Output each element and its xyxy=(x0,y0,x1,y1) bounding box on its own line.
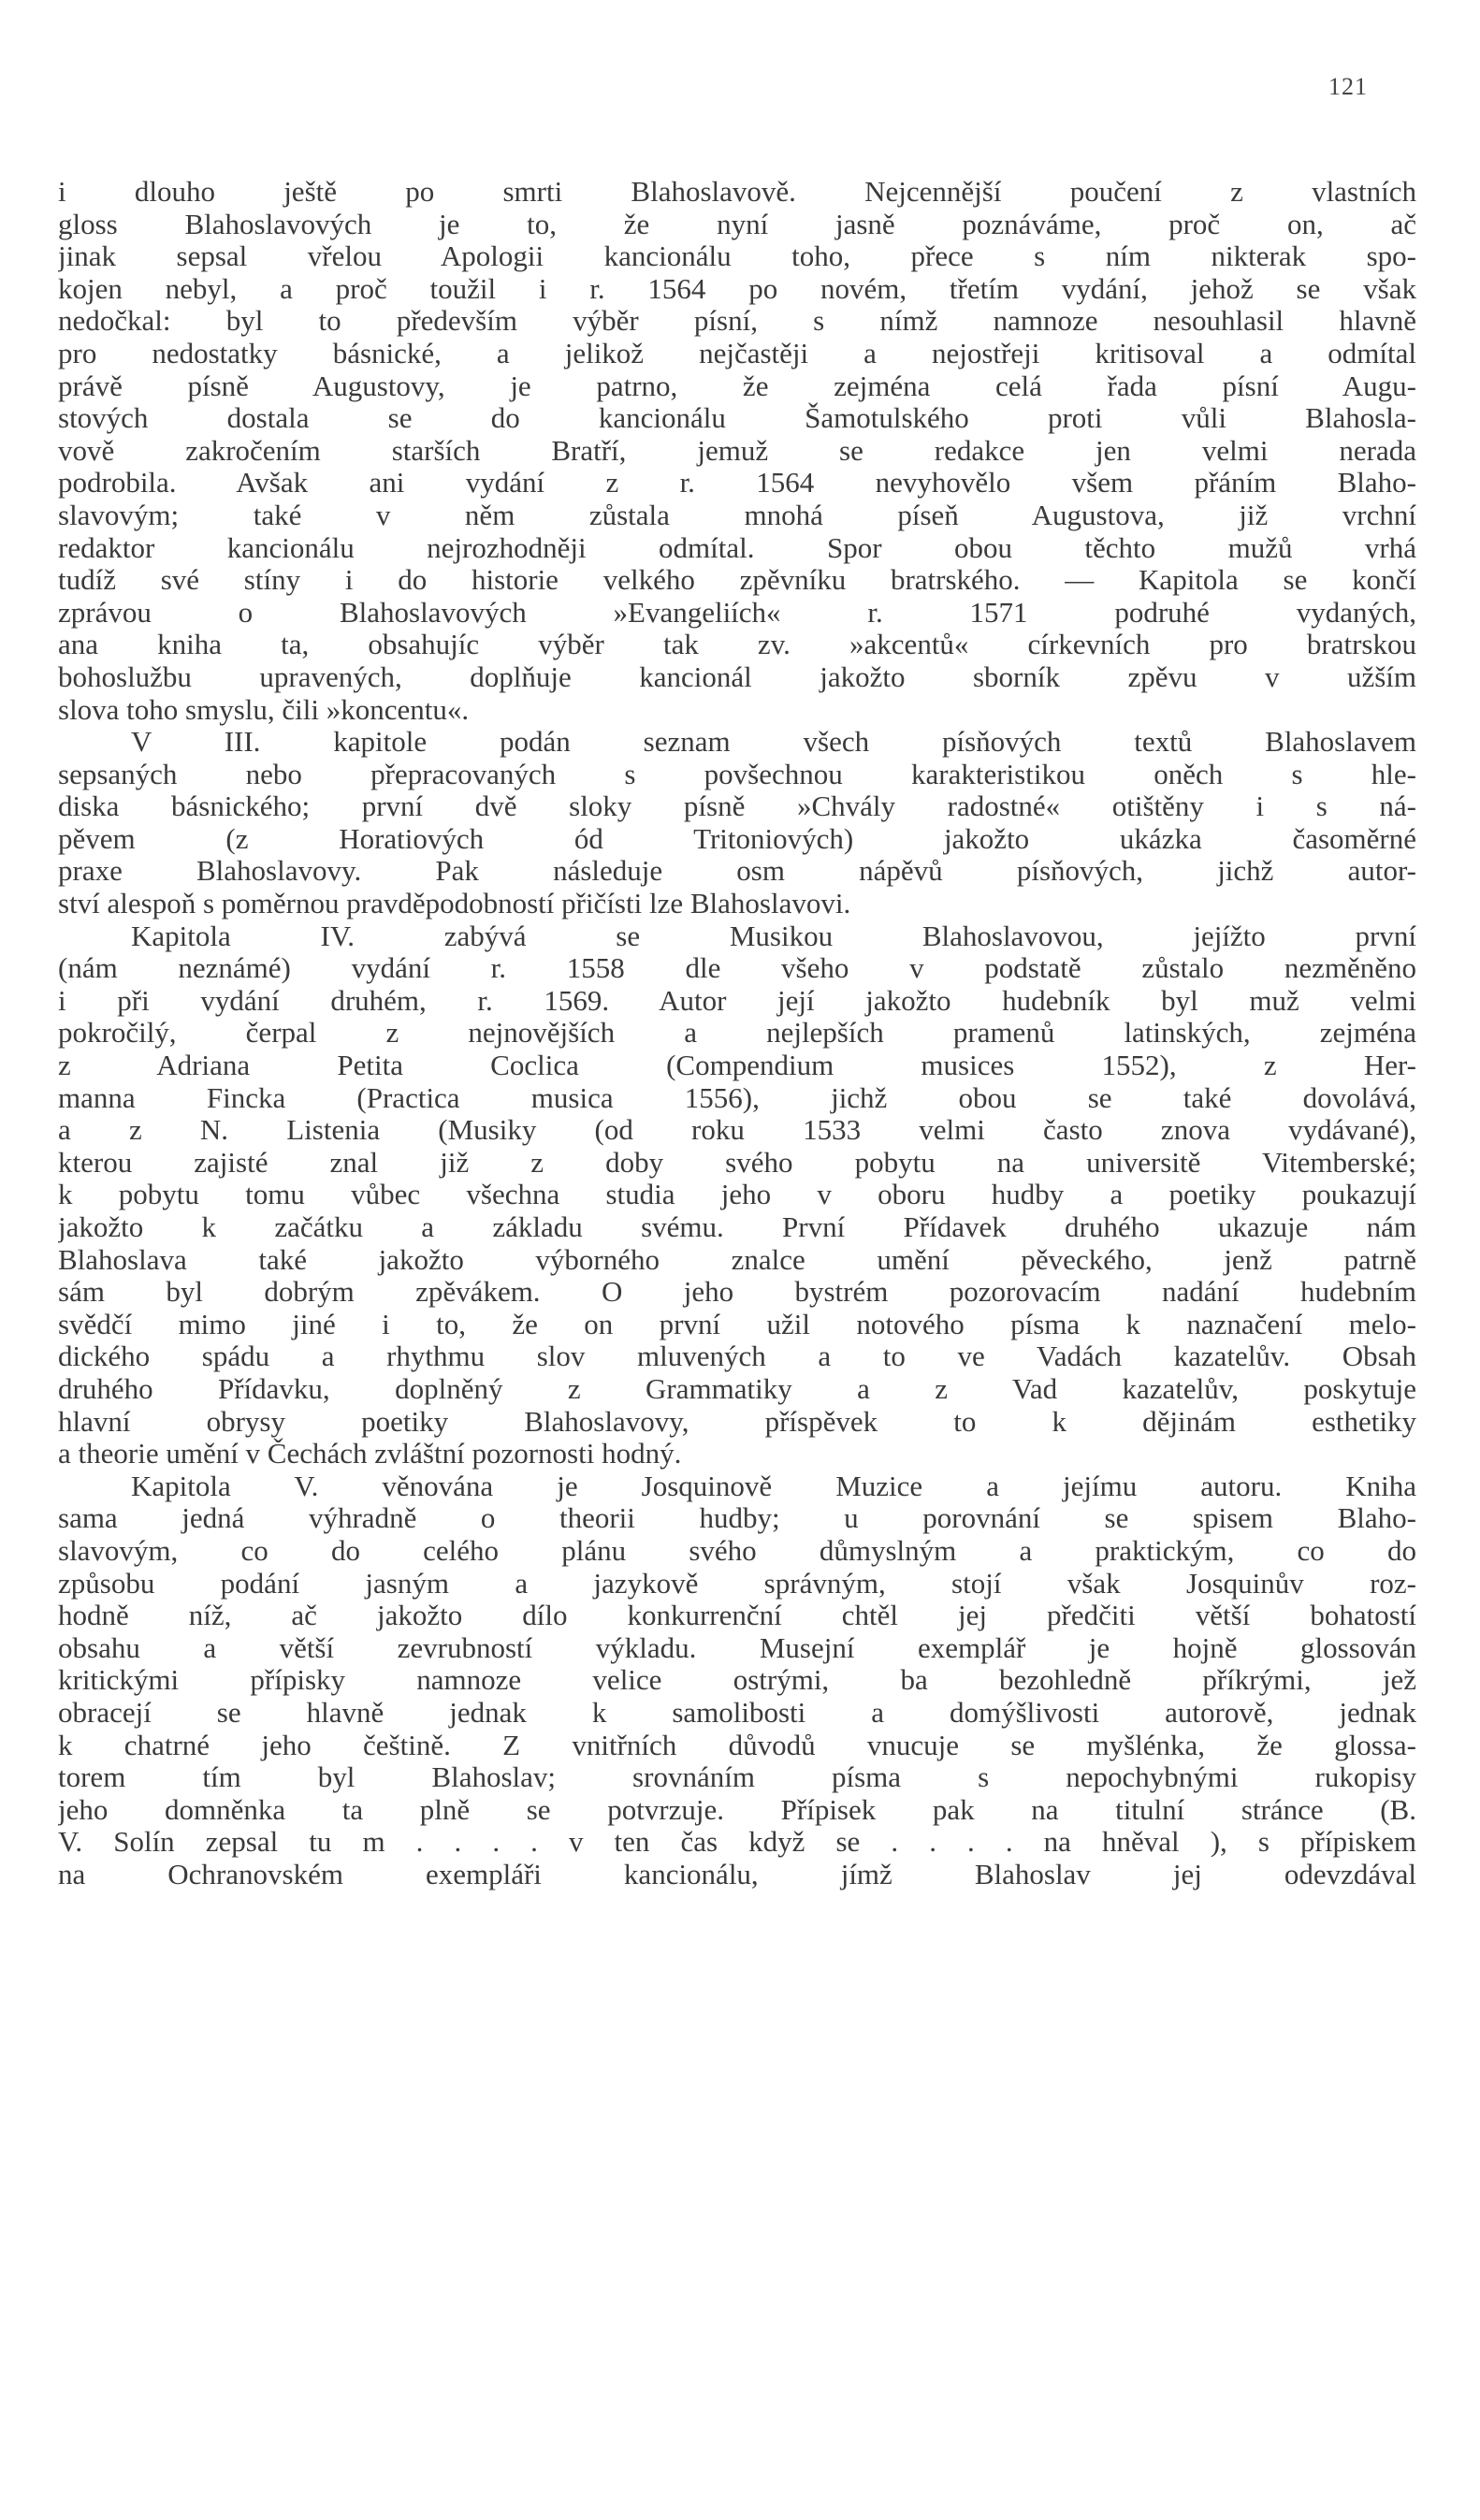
text-line: sepsaných nebo přepracovaných s povšechnou karakteristikou oněch s hle- xyxy=(58,758,1416,790)
text-line: obsahu a větší zevrubností výkladu. Musejní exemplář je hojně glossován xyxy=(58,1631,1416,1664)
text-line: jinak sepsal vřelou Apologii kancionálu toho, přece s ním nikterak spo- xyxy=(58,240,1416,273)
text-line: i dlouho ještě po smrti Blahoslavově. Nejcennější poučení z vlastních xyxy=(58,176,1416,208)
page-number: 121 xyxy=(1328,73,1368,100)
text-line: sama jedná výhradně o theorii hudby; u porovnání se spisem Blaho- xyxy=(58,1502,1416,1535)
text-line: vově zakročením starších Bratří, jemuž se redakce jen velmi nerada xyxy=(58,434,1416,467)
text-line: hodně níž, ač jakožto dílo konkurrenční chtěl jej předčiti větší bohatostí xyxy=(58,1600,1416,1632)
text-line: torem tím byl Blahoslav; srovnáním písma s nepochybnými rukopisy xyxy=(58,1761,1416,1794)
text-line: způsobu podání jasným a jazykově správným, stojí však Josquinův roz- xyxy=(58,1567,1416,1600)
text-line: ství alespoň s poměrnou pravděpodobností přičísti lze Blahoslavovi. xyxy=(58,888,851,920)
text-line: jeho domněnka ta plně se potvrzuje. Přípisek pak na titulní stránce (B. xyxy=(58,1793,1416,1826)
text-line: obracejí se hlavně jednak k samolibosti a domýšlivosti autorově, jednak xyxy=(58,1696,1416,1729)
text-line: právě písně Augustovy, je patrno, že zejména celá řada písní Augu- xyxy=(58,369,1416,402)
text-line: praxe Blahoslavovy. Pak následuje osm nápěvů písňových, jichž autor- xyxy=(58,855,1416,888)
text-line: slavovým, co do celého plánu svého důmyslným a praktickým, co do xyxy=(58,1534,1416,1567)
text-line: podrobila. Avšak ani vydání z r. 1564 nevyhovělo všem přáním Blaho- xyxy=(58,467,1416,500)
text-line: pěvem (z Horatiových ód Tritoniových) jakožto ukázka časoměrné xyxy=(58,822,1416,855)
text-line: kojen nebyl, a proč toužil i r. 1564 po novém, třetím vydání, jehož se však xyxy=(58,272,1416,305)
text-line: k pobytu tomu vůbec všechna studia jeho v oboru hudby a poetiky poukazují xyxy=(58,1179,1416,1211)
text-line: sám byl dobrým zpěvákem. O jeho bystrém pozorovacím nadání hudebním xyxy=(58,1276,1416,1309)
body-text xyxy=(58,176,1416,1890)
text-line: gloss Blahoslavových je to, že nyní jasně poznáváme, proč on, ač xyxy=(58,208,1416,240)
text-line: kritickými přípisky namnoze velice ostrými, ba bezohledně příkrými, jež xyxy=(58,1664,1416,1697)
text-line: V III. kapitole podán seznam všech písňových textů Blahoslavem xyxy=(131,726,1416,759)
text-line: k chatrné jeho češtině. Z vnitřních důvodů vnucuje se myšlénka, že glossa- xyxy=(58,1729,1416,1761)
text-line: redaktor kancionálu nejrozhodněji odmítal. Spor obou těchto mužů vrhá xyxy=(58,531,1416,564)
text-line: slavovým; také v něm zůstala mnohá píseň Augustova, již vrchní xyxy=(58,499,1416,531)
text-line: druhého Přídavku, doplněný z Grammatiky a z Vad kazatelův, poskytuje xyxy=(58,1372,1416,1405)
text-line: Blahoslava také jakožto výborného znalce umění pěveckého, jenž patrně xyxy=(58,1243,1416,1276)
text-line: pokročilý, čerpal z nejnovějších a nejlepších pramenů latinských, zejména xyxy=(58,1017,1416,1050)
text-line: manna Fincka (Practica musica 1556), jichž obou se také dovolává, xyxy=(58,1081,1416,1114)
text-line: slova toho smyslu, čili »koncentu«. xyxy=(58,693,470,726)
text-line: dického spádu a rhythmu slov mluvených a to ve Vadách kazatelův. Obsah xyxy=(58,1340,1416,1373)
text-line: svědčí mimo jiné i to, že on první užil notového písma k naznačení melo- xyxy=(58,1308,1416,1340)
text-line: hlavní obrysy poetiky Blahoslavovy, příspěvek to k dějinám esthetiky xyxy=(58,1405,1416,1438)
text-line: jakožto k začátku a základu svému. První Přídavek druhého ukazuje nám xyxy=(58,1211,1416,1243)
text-line: na Ochranovském exempláři kancionálu, jímž Blahoslav jej odevzdával xyxy=(58,1858,1416,1890)
text-line: a theorie umění v Čechách zvláštní pozornosti hodný. xyxy=(58,1438,682,1470)
text-line: a z N. Listenia (Musiky (od roku 1533 velmi často znova vydávané), xyxy=(58,1114,1416,1147)
text-line: kterou zajisté znal již z doby svého pobytu na universitě Vitemberské; xyxy=(58,1146,1416,1179)
text-line: bohoslužbu upravených, doplňuje kancionál jakožto sborník zpěvu v užším xyxy=(58,660,1416,693)
text-line: stových dostala se do kancionálu Šamotulského proti vůli Blahosla- xyxy=(58,402,1416,435)
text-line: Kapitola V. věnována je Josquinově Muzice a jejímu autoru. Kniha xyxy=(131,1470,1416,1502)
text-line: Kapitola IV. zabývá se Musikou Blahoslavovou, jejížto první xyxy=(131,920,1416,952)
text-line: V. Solín zepsal tu m . . . . v ten čas když se . . . . na hněval ), s přípiskem xyxy=(58,1826,1416,1859)
text-line: tudíž své stíny i do historie velkého zpěvníku bratrského. — Kapitola se končí xyxy=(58,564,1416,597)
text-line: (nám neznámé) vydání r. 1558 dle všeho v podstatě zůstalo nezměněno xyxy=(58,952,1416,985)
text-line: nedočkal: byl to především výběr písní, s nímž namnoze nesouhlasil hlavně xyxy=(58,305,1416,338)
text-line: i při vydání druhém, r. 1569. Autor její jakožto hudebník byl muž velmi xyxy=(58,984,1416,1017)
text-line: diska básnického; první dvě sloky písně »Chvály radostné« otištěny i s ná- xyxy=(58,790,1416,823)
text-line: pro nedostatky básnické, a jelikož nejčastěji a nejostřeji kritisoval a odmítal xyxy=(58,337,1416,369)
text-line: ana kniha ta, obsahujíc výběr tak zv. »akcentů« církevních pro bratrskou xyxy=(58,629,1416,661)
text-line: zprávou o Blahoslavových »Evangeliích« r. 1571 podruhé vydaných, xyxy=(58,596,1416,629)
text-line: z Adriana Petita Coclica (Compendium musices 1552), z Her- xyxy=(58,1050,1416,1082)
